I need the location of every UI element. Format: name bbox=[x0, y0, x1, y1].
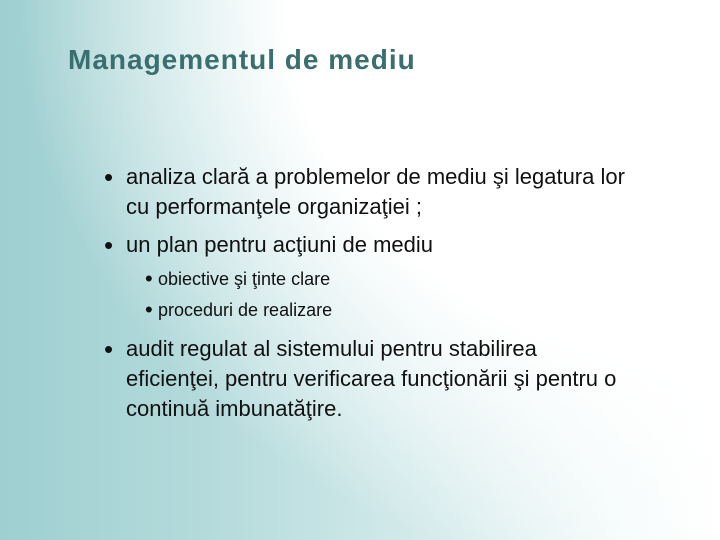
sub-bullet-item bbox=[145, 266, 330, 292]
bullet-icon: • bbox=[104, 230, 114, 260]
bullet-icon: • bbox=[104, 334, 114, 364]
sub-bullet-icon: • bbox=[145, 266, 153, 291]
bullet-item bbox=[104, 334, 626, 424]
bullet-text: audit regulat al sistemului pentru stabilirea eficienţei, pentru verificarea funcţionării şi pentru o continuă imbunatăţire. bbox=[126, 336, 617, 421]
bullet-text: analiza clară a problemelor de mediu şi legatura lor cu performanţele organizaţiei ; bbox=[126, 164, 625, 219]
sub-bullet-text: obiective şi ţinte clare bbox=[158, 269, 331, 289]
sub-bullet-item bbox=[145, 297, 332, 323]
bullet-icon: • bbox=[104, 162, 114, 192]
sub-bullet-icon: • bbox=[145, 297, 153, 322]
bullet-text: un plan pentru acţiuni de mediu bbox=[126, 232, 433, 257]
sub-bullet-text: proceduri de realizare bbox=[158, 300, 333, 320]
bullet-item bbox=[104, 230, 626, 260]
bullet-item bbox=[104, 162, 626, 222]
slide-title: Managementul de mediu bbox=[68, 44, 416, 75]
